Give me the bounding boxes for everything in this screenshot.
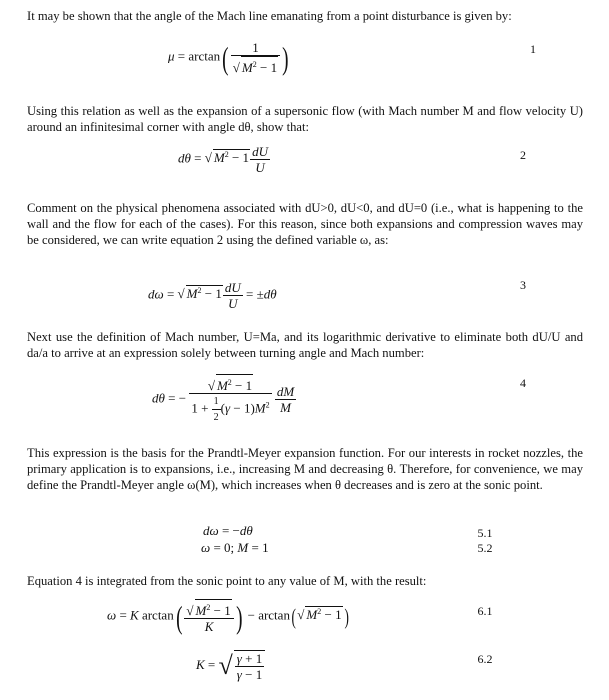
- equation-5-2: ω = 0; M = 1: [201, 540, 269, 555]
- equation-number-6-1: 6.1: [477, 604, 493, 618]
- equation-number-5-2: 5.2: [477, 541, 493, 555]
- paragraph-6: Equation 4 is integrated from the sonic point to any value of M, with the result:: [27, 574, 427, 588]
- equation-number-6-2: 6.2: [477, 652, 493, 666]
- equation-4: dθ = − √ $M^2 - 1$ 1 + $\frac{1}{2}$ $(\gamma - 1)M^2$ $\frac{dM}{M}$: [152, 374, 296, 425]
- equation-2: dθ = √ $M^2 - 1$ $\frac{dU}{U}$: [178, 144, 268, 175]
- equation-number-1: 1: [530, 42, 536, 56]
- equation-number-3: 3: [520, 278, 526, 292]
- paragraph-5: This expression is the basis for the Prandtl-Meyer expansion function. For our interests in rocket nozzles, the primary application is to expansions, i.e., increasing M and decreasing θ. Therefore, for convenience, we may define the Prandtl-Meyer angle ω(M), which increases when θ decreases and is zero at the sonic point.: [27, 446, 583, 493]
- equation-6-2: K = √ $\frac{\gamma + 1}{\gamma - 1}$: [196, 650, 265, 682]
- equation-5-1: dω = −dθ: [203, 523, 253, 538]
- equation-6-1: ω = K arctan( $\frac{√ M^2 - 1}{K}$ ) − arctan(√ $M^2 - 1$ ): [107, 598, 349, 635]
- equation-3: dω = √ $M^2 - 1$ $\frac{dU}{U}$ = ±dθ: [148, 280, 277, 311]
- equation-number-4: 4: [520, 376, 526, 390]
- paragraph-2: Using this relation as well as the expansion of a supersonic flow (with Mach number M and flow velocity U) around an infinitesimal corner with angle dθ, show that:: [27, 104, 583, 135]
- equation-number-2: 2: [520, 148, 526, 162]
- equation-1: μ = arctan( $\frac{1}{√ M^2 - 1}$ ): [168, 39, 289, 76]
- paragraph-1: It may be shown that the angle of the Mach line emanating from a point disturbance is given by:: [27, 9, 512, 23]
- paragraph-3: Comment on the physical phenomena associated with dU>0, dU<0, and dU=0 (i.e., what is happening to the wall and the flow for each of the cases). For this reason, since both expansions and compression waves may be considered, we can write equation 2 using the defined variable ω, as:: [27, 201, 583, 248]
- equation-number-5-1: 5.1: [477, 526, 493, 540]
- paragraph-4: Next use the definition of Mach number, U=Ma, and its logarithmic derivative to eliminate both dU/U and da/a to arrive at an expression solely between turning angle and Mach number:: [27, 330, 583, 361]
